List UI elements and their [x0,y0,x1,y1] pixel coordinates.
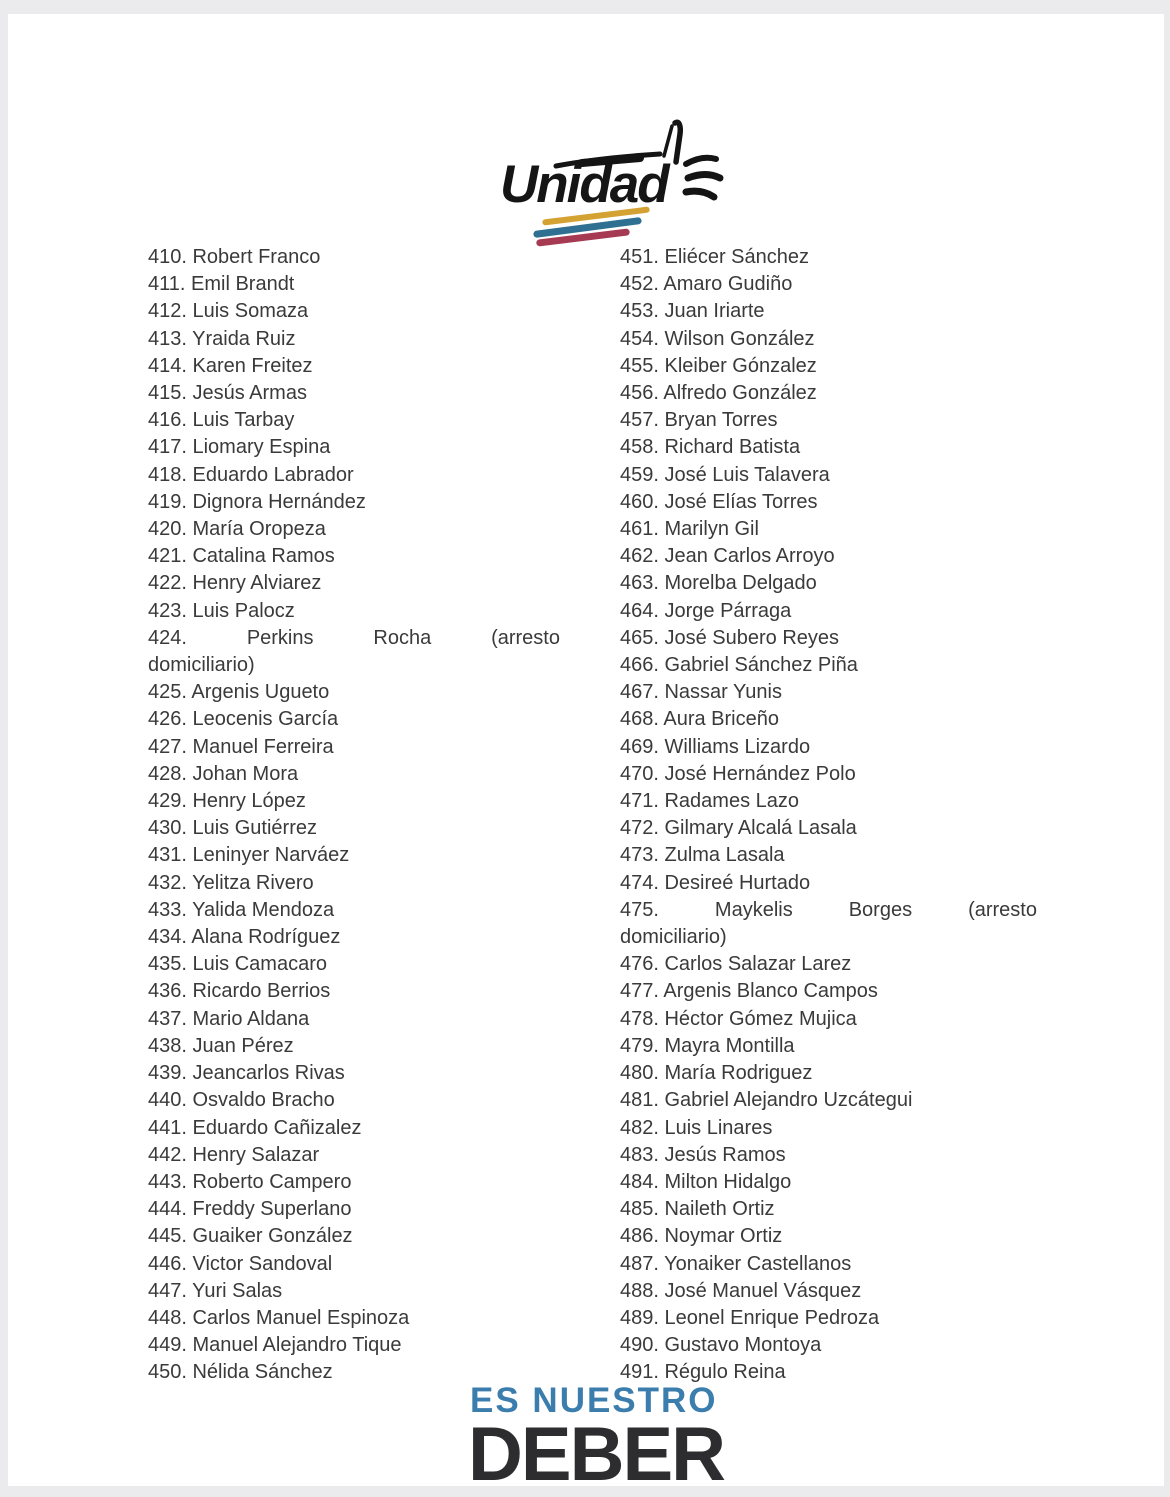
list-item: 464. Jorge Párraga [620,599,792,622]
list-item: 427. Manuel Ferreira [148,735,334,758]
list-item: 471. Radames Lazo [620,790,800,813]
list-item: 451. Eliécer Sánchez [620,246,810,268]
list-item: 478. Héctor Gómez Mujica [620,1007,857,1030]
list-item: 447. Yuri Salas [148,1279,283,1302]
list-item: 443. Roberto Campero [148,1170,352,1193]
list-item: 454. Wilson González [620,327,815,350]
list-item: 422. Henry Alviarez [148,572,322,595]
list-item: 432. Yelitza Rivero [148,871,314,894]
list-item: 430. Luis Gutiérrez [148,817,317,840]
list-item: 439. Jeancarlos Rivas [148,1062,345,1085]
list-item: 417. Liomary Espina [148,436,331,459]
list-item: 428. Johan Mora [148,762,299,785]
list-item-word: (arresto [968,898,1037,921]
unidad-logo [8,14,1164,254]
list-item: 489. Leonel Enrique Pedroza [620,1306,880,1329]
list-item: 465. José Subero Reyes [620,626,840,649]
list-item: 482. Luis Linares [620,1116,773,1139]
list-item: 411. Emil Brandt [148,273,295,296]
list-item: 458. Richard Batista [620,436,801,459]
list-item: 490. Gustavo Montoya [620,1334,822,1357]
list-item: 448. Carlos Manuel Espinoza [148,1306,410,1329]
list-item: 416. Luis Tarbay [148,409,295,432]
list-item: 441. Eduardo Cañizalez [148,1116,362,1139]
list-item: 470. José Hernández Polo [620,762,856,785]
list-item: 450. Nélida Sánchez [148,1361,333,1384]
name-list-column-left [148,244,560,1387]
list-item: 484. Milton Hidalgo [620,1170,792,1193]
list-item: 455. Kleiber Gónzalez [620,354,817,377]
list-item-word: Rocha [373,626,432,649]
list-item: 462. Jean Carlos Arroyo [620,545,835,568]
list-item: 457. Bryan Torres [620,409,778,432]
list-item: 420. María Oropeza [148,518,326,541]
list-item [148,625,560,652]
list-item: 483. Jesús Ramos [620,1143,786,1166]
list-item: 472. Gilmary Alcalá Lasala [620,817,857,840]
list-item: 425. Argenis Ugueto [148,681,330,704]
list-item: 442. Henry Salazar [148,1143,320,1166]
list-item: 426. Leocenis García [148,708,339,731]
list-item: 429. Henry López [148,790,306,813]
list-item: 410. Robert Franco [148,246,321,268]
name-list-column-right [620,244,1037,1387]
list-item: 446. Victor Sandoval [148,1252,333,1275]
list-item: 485. Naileth Ortiz [620,1198,775,1221]
list-item: 476. Carlos Salazar Larez [620,953,852,976]
list-item: 437. Mario Aldana [148,1007,310,1030]
list-item: 412. Luis Somaza [148,300,309,323]
list-item: 449. Manuel Alejandro Tique [148,1334,402,1357]
list-item: 452. Amaro Gudiño [620,273,793,296]
list-item: 418. Eduardo Labrador [148,463,354,486]
list-item: 459. José Luis Talavera [620,463,830,486]
list-item: 480. María Rodriguez [620,1062,813,1085]
list-item: 474. Desireé Hurtado [620,871,811,894]
list-item: 466. Gabriel Sánchez Piña [620,654,858,677]
list-item: 487. Yonaiker Castellanos [620,1252,852,1275]
list-item: 491. Régulo Reina [620,1361,786,1384]
list-item: 456. Alfredo González [620,382,817,405]
list-item: 460. José Elías Torres [620,490,818,513]
list-item [620,897,1037,924]
logo-wordmark: Unidad [500,155,668,214]
list-item: 481. Gabriel Alejandro Uzcátegui [620,1089,913,1112]
list-item: 413. Yraida Ruiz [148,327,296,350]
list-item: 440. Osvaldo Bracho [148,1089,335,1112]
list-item: 461. Marilyn Gil [620,518,759,541]
list-item-word: 475. [620,898,659,921]
document-page [8,14,1164,1497]
list-item: 435. Luis Camacaro [148,953,327,976]
list-item: 467. Nassar Yunis [620,681,782,704]
list-item: 436. Ricardo Berrios [148,980,331,1003]
list-item: 445. Guaiker González [148,1225,353,1248]
list-item-word: Perkins [246,626,314,649]
list-item: 419. Dignora Hernández [148,490,366,513]
list-item: 473. Zulma Lasala [620,844,785,867]
list-item-word: (arresto [491,626,560,649]
list-item: 488. José Manuel Vásquez [620,1279,862,1302]
list-item-continuation: domiciliario) [620,926,727,949]
list-item-continuation: domiciliario) [148,654,255,677]
list-item: 438. Juan Pérez [148,1034,294,1057]
slogan-line-1: ES NUESTRO [470,1381,718,1420]
list-item: 433. Yalida Mendoza [148,898,335,921]
list-item: 453. Juan Iriarte [620,300,765,323]
list-item-word: Borges [848,898,913,921]
footer-slogan [468,1381,725,1497]
list-item: 468. Aura Briceño [620,708,779,731]
list-item: 434. Alana Rodríguez [148,926,341,949]
list-item: 463. Morelba Delgado [620,572,817,595]
list-item: 414. Karen Freitez [148,354,313,377]
list-item: 415. Jesús Armas [148,382,307,405]
list-item: 486. Noymar Ortiz [620,1225,783,1248]
list-item: 431. Leninyer Narváez [148,844,350,867]
list-item: 479. Mayra Montilla [620,1034,795,1057]
list-item: 444. Freddy Superlano [148,1198,352,1221]
list-item-word: 424. [148,626,187,649]
list-item: 423. Luis Palocz [148,599,295,622]
slogan-line-2: DEBER [468,1412,725,1497]
list-item: 421. Catalina Ramos [148,545,335,568]
list-item: 477. Argenis Blanco Campos [620,980,878,1003]
list-item-word: Maykelis [714,898,793,921]
list-item: 469. Williams Lizardo [620,735,811,758]
